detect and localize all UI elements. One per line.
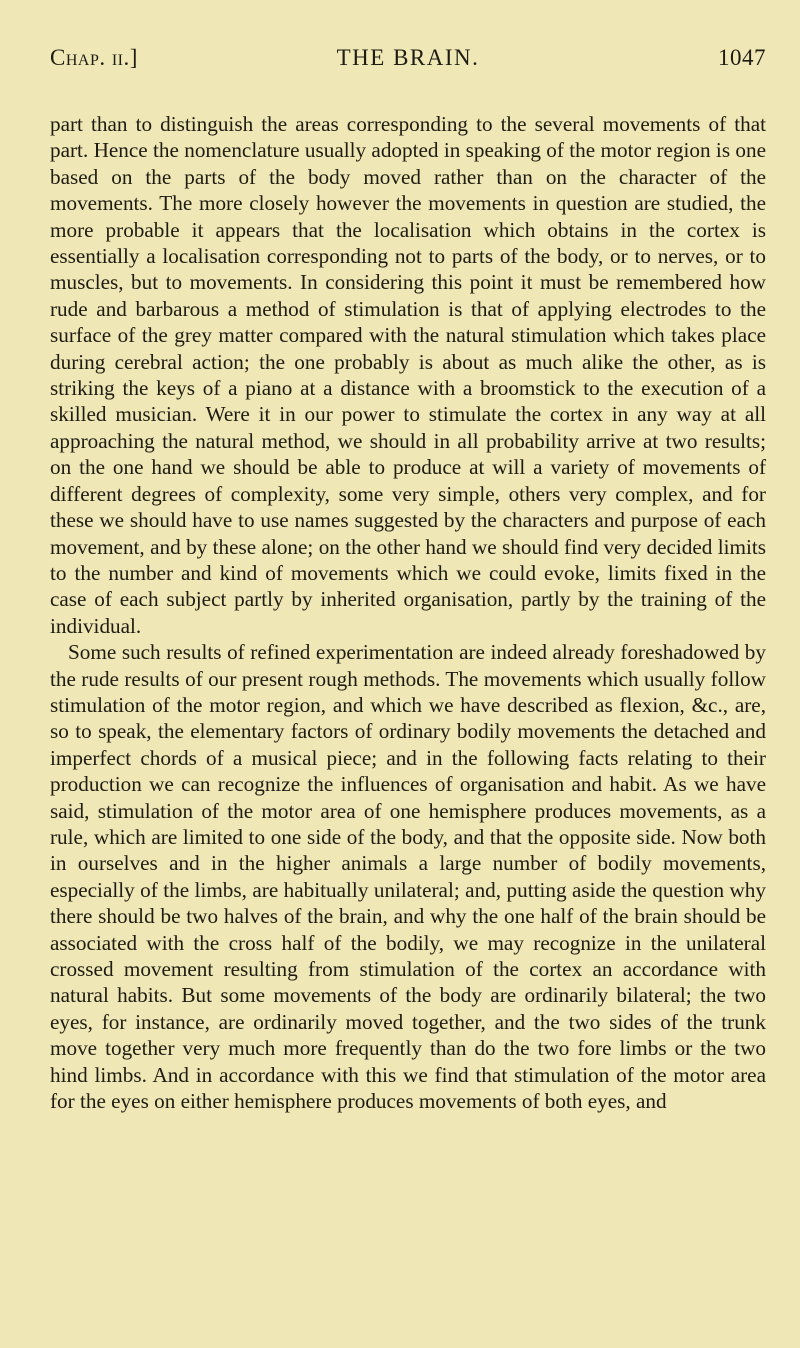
chapter-label: Chap. ii.]	[50, 45, 138, 70]
paragraph: part than to distinguish the areas corresponding to the several movements of that part. Hence the nomenclature usually adopted in speaking of the motor region is one based on the parts of the body moved rather than on the character of the movements. The more closely however the movements in question are studied, the more probable it appears that the localisation which obtains in the cortex is essentially a localisation corresponding not to parts of the body, or to nerves, or to muscles, but to movements. In considering this point it must be remembered how rude and barbarous a method of stimulation is that of applying electrodes to the surface of the grey matter compared with the natural stimulation which takes place during cerebral action; the one probably is about as much alike the other, as is striking the keys of a piano at a distance with a broomstick to the execution of a skilled musician. Were it in our power to stimulate the cortex in any way at all approaching the natural method, we should in all probability arrive at two results; on the one hand we should be able to produce at will a variety of movements of different degrees of complexity, some very simple, others very complex, and for these we should have to use names suggested by the characters and purpose of each movement, and by these alone; on the other hand we should find very decided limits to the number and kind of movements which we could evoke, limits fixed in the case of each subject partly by inherited organisation, partly by the training of the individual.	[50, 112, 766, 638]
page-number: 1047	[718, 45, 766, 70]
book-page	[50, 38, 766, 1114]
body-text	[50, 111, 766, 1114]
paragraph: Some such results of refined experimentation are indeed already foreshadowed by the rude results of our present rough methods. The movements which usually follow stimulation of the motor region, and which we have described as flexion, &c., are, so to speak, the elementary factors of ordinary bodily movements the detached and imperfect chords of a musical piece; and in the following facts relating to their production we can recognize the influences of organisation and habit. As we have said, stimulation of the motor area of one hemisphere produces movements, as a rule, which are limited to one side of the body, and that the opposite side. Now both in ourselves and in the higher animals a large number of bodily movements, especially of the limbs, are habitually unilateral; and, putting aside the question why there should be two halves of the brain, and why the one half of the brain should be associated with the cross half of the bodily, we may recognize in the unilateral crossed movement resulting from stimulation of the cortex an accordance with natural habits. But some movements of the body are ordinarily bilateral; the two eyes, for instance, are ordinarily moved together, and the two sides of the trunk move together very much more frequently than do the two fore limbs or the two hind limbs. And in accordance with this we find that stimulation of the motor area for the eyes on either hemisphere produces movements of both eyes, and	[50, 640, 766, 1114]
running-head	[50, 38, 766, 78]
page-title: THE BRAIN.	[336, 45, 480, 70]
